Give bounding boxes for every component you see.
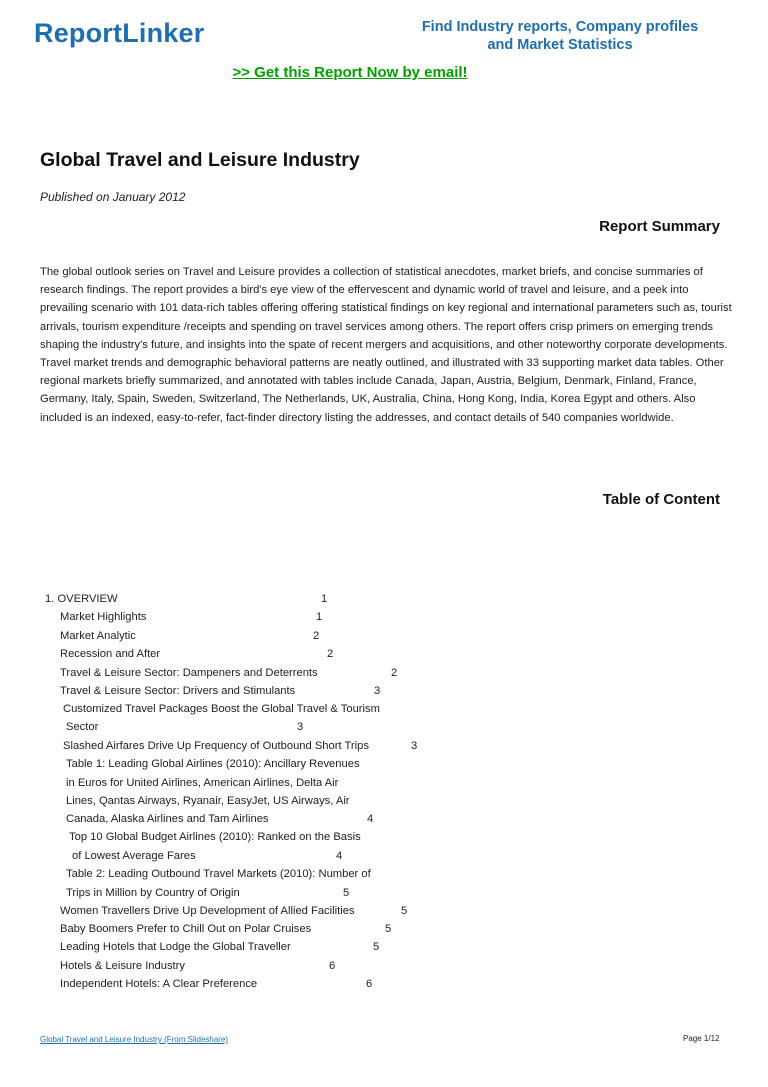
toc-entry: Independent Hotels: A Clear Preference <box>60 978 258 990</box>
toc-entry: of Lowest Average Fares <box>72 850 196 862</box>
toc-entry: Market Analytic <box>60 630 136 642</box>
toc-page-number: 5 <box>373 941 380 953</box>
toc-entry: Baby Boomers Prefer to Chill Out on Polar Cruises <box>60 923 312 935</box>
toc-page-number: 1 <box>316 611 323 623</box>
toc-page-number: 6 <box>366 978 373 990</box>
tagline-line-1: Find Industry reports, Company profiles <box>421 19 699 35</box>
toc-page-number: 3 <box>374 685 381 697</box>
toc-entry: Recession and After <box>60 648 161 660</box>
toc-page-number: 5 <box>401 905 408 917</box>
report-summary-heading: Report Summary <box>599 218 720 235</box>
toc-page-number: 3 <box>411 740 418 752</box>
report-title: Global Travel and Leisure Industry <box>40 149 360 171</box>
toc-entry: Canada, Alaska Airlines and Tam Airlines <box>66 813 269 825</box>
table-of-content-heading: Table of Content <box>602 491 720 508</box>
toc-entry: Travel & Leisure Sector: Drivers and Stimulants <box>60 685 296 697</box>
toc-page-number: 3 <box>297 721 304 733</box>
toc-page-number: 2 <box>313 630 320 642</box>
toc-entry: Table 2: Leading Outbound Travel Markets (2010): Number of <box>66 868 371 880</box>
toc-entry: Sector <box>66 721 99 733</box>
toc-entry: Market Highlights <box>60 611 147 623</box>
toc-entry: Travel & Leisure Sector: Dampeners and Deterrents <box>60 667 318 679</box>
toc-entry: 1. OVERVIEW <box>45 593 118 605</box>
toc-entry: Customized Travel Packages Boost the Global Travel & Tourism <box>63 703 380 715</box>
toc-entry: Table 1: Leading Global Airlines (2010): Ancillary Revenues <box>66 758 360 770</box>
report-summary-text: The global outlook series on Travel and Leisure provides a collection of statistical anecdotes, market briefs, and concise summaries of research findings. The report provides a bird's eye view of the effervescent and dynamic world of travel and leisure, and a peek into prevailing scenario with 101 data-rich tables offering offering statistical findings on key regional and international parameters such as, tourist arrivals, tourism expenditure /receipts and spending on travel services among others. The report offers crisp primers on emerging trends shaping the industry's future, and insights into the spate of recent mergers and acquisitions, and other noteworthy corporate developments. Travel market trends and demographic behavioral patterns are neatly outlined, and illustrated with 33 supporting market data tables. Other regional markets briefly summarized, and annotated with tables include Canada, Japan, Austria, Belgium, Denmark, Finland, France, Germany, Italy, Spain, Sweden, Switzerland, The Netherlands, UK, Australia, China, Hong Kong, India, Korea Egypt and others. Also included is an indexed, easy-to-refer, fact-finder directory listing the addresses, and contact details of 540 companies worldwide. <box>40 266 732 424</box>
toc-entry: in Euros for United Airlines, American Airlines, Delta Air <box>66 777 339 789</box>
footer-source-link[interactable]: Global Travel and Leisure Industry (From Slideshare) <box>40 1035 229 1044</box>
get-report-link[interactable]: >> Get this Report Now by email! <box>232 64 468 81</box>
toc-page-number: 5 <box>385 923 392 935</box>
toc-entry: Trips in Million by Country of Origin <box>66 887 240 899</box>
toc-entry: Top 10 Global Budget Airlines (2010): Ranked on the Basis <box>69 831 361 843</box>
toc-page-number: 1 <box>321 593 328 605</box>
published-date: Published on January 2012 <box>40 190 186 204</box>
toc-page-number: 2 <box>327 648 334 660</box>
tagline-line-2: and Market Statistics <box>487 37 633 53</box>
toc-entry: Women Travellers Drive Up Development of Allied Facilities <box>60 905 355 917</box>
reportlinker-logo[interactable]: ReportLinker <box>34 18 205 48</box>
toc-page-number: 6 <box>329 960 336 972</box>
toc-entry: Leading Hotels that Lodge the Global Traveller <box>60 941 291 953</box>
toc-page-number: 4 <box>336 850 343 862</box>
toc-entry: Slashed Airfares Drive Up Frequency of Outbound Short Trips <box>63 740 369 752</box>
toc-page-number: 5 <box>343 887 350 899</box>
toc-entry: Hotels & Leisure Industry <box>60 960 185 972</box>
toc-page-number: 4 <box>367 813 374 825</box>
page-number: Page 1/12 <box>683 1034 720 1043</box>
toc-page-number: 2 <box>391 667 398 679</box>
toc-entry: Lines, Qantas Airways, Ryanair, EasyJet, US Airways, Air <box>66 795 350 807</box>
